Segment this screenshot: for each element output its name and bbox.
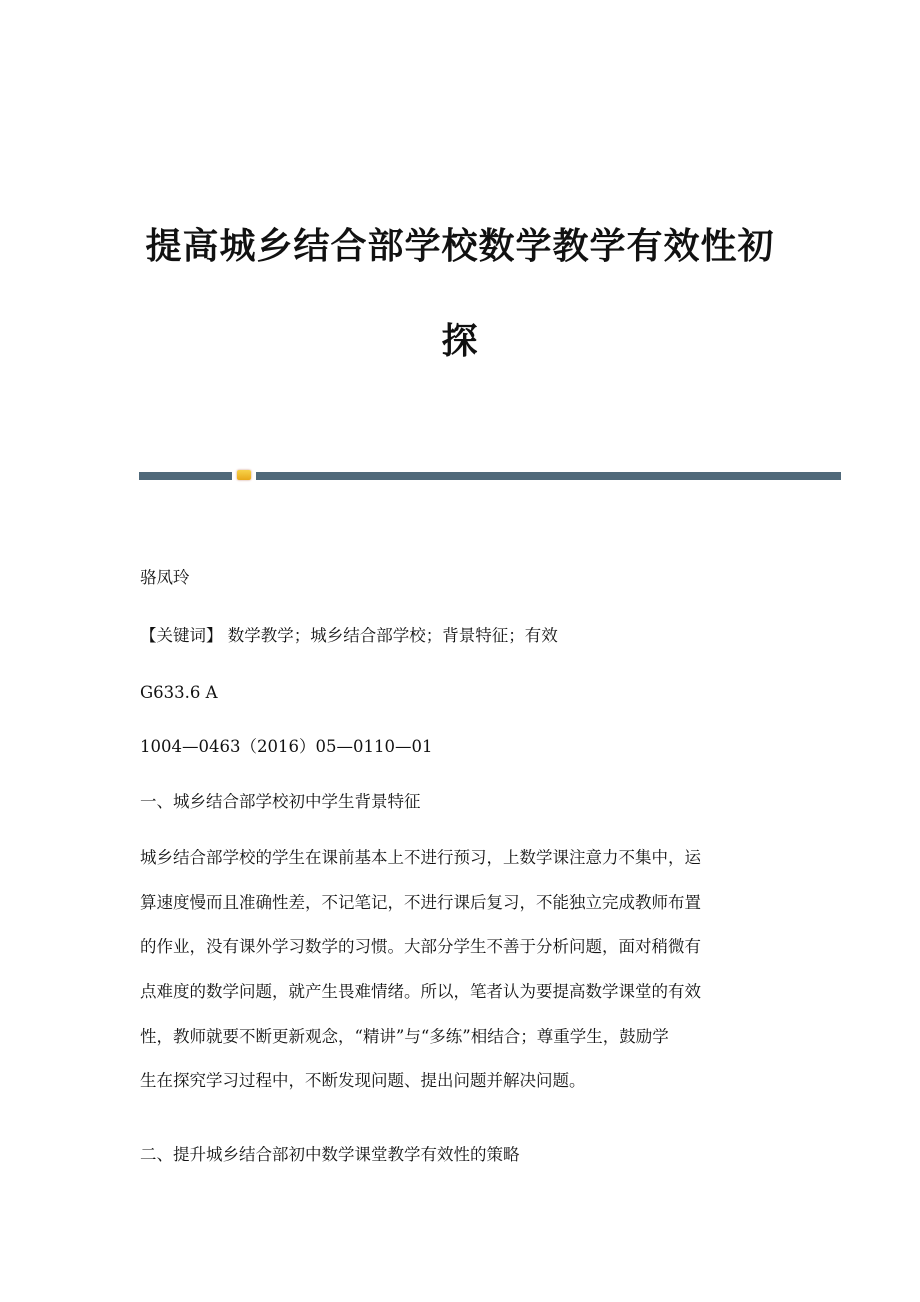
paragraph-line: 城乡结合部学校的学生在课前基本上不进行预习，上数学课注意力不集中，运 (140, 848, 701, 867)
paragraph-line: 生在探究学习过程中，不断发现问题、提出问题并解决问题。 (140, 1071, 586, 1090)
document-title-line2: 探 (441, 320, 479, 362)
paragraph-line: 的作业，没有课外学习数学的习惯。大部分学生不善于分析问题，面对稍微有 (140, 937, 701, 956)
author: 骆凤玲 (140, 568, 190, 587)
paragraph-line: 性，教师就要不断更新观念，“精讲”与“多练”相结合；尊重学生，鼓励学 (140, 1027, 669, 1046)
paragraph-line: 算速度慢而且准确性差，不记笔记，不进行课后复习，不能独立完成教师布置 (140, 893, 701, 912)
document-title-line1: 提高城乡结合部学校数学教学有效性初 (145, 225, 775, 267)
classification-code: G633.6 A (140, 683, 218, 702)
divider-ornament-icon (237, 470, 251, 480)
issn-code: 1004—0463（2016）05—0110—01 (140, 737, 433, 756)
divider-left (139, 472, 232, 480)
divider-right (256, 472, 841, 480)
keywords-value: 数学教学；城乡结合部学校；背景特征；有效 (227, 626, 558, 645)
section1-heading: 一、城乡结合部学校初中学生背景特征 (140, 792, 421, 811)
section2-heading: 二、提升城乡结合部初中数学课堂教学有效性的策略 (140, 1145, 520, 1164)
keywords-label: 【关键词】 (140, 626, 223, 645)
paragraph-line: 点难度的数学问题，就产生畏难情绪。所以，笔者认为要提高数学课堂的有效 (140, 982, 701, 1001)
keywords (140, 625, 558, 647)
